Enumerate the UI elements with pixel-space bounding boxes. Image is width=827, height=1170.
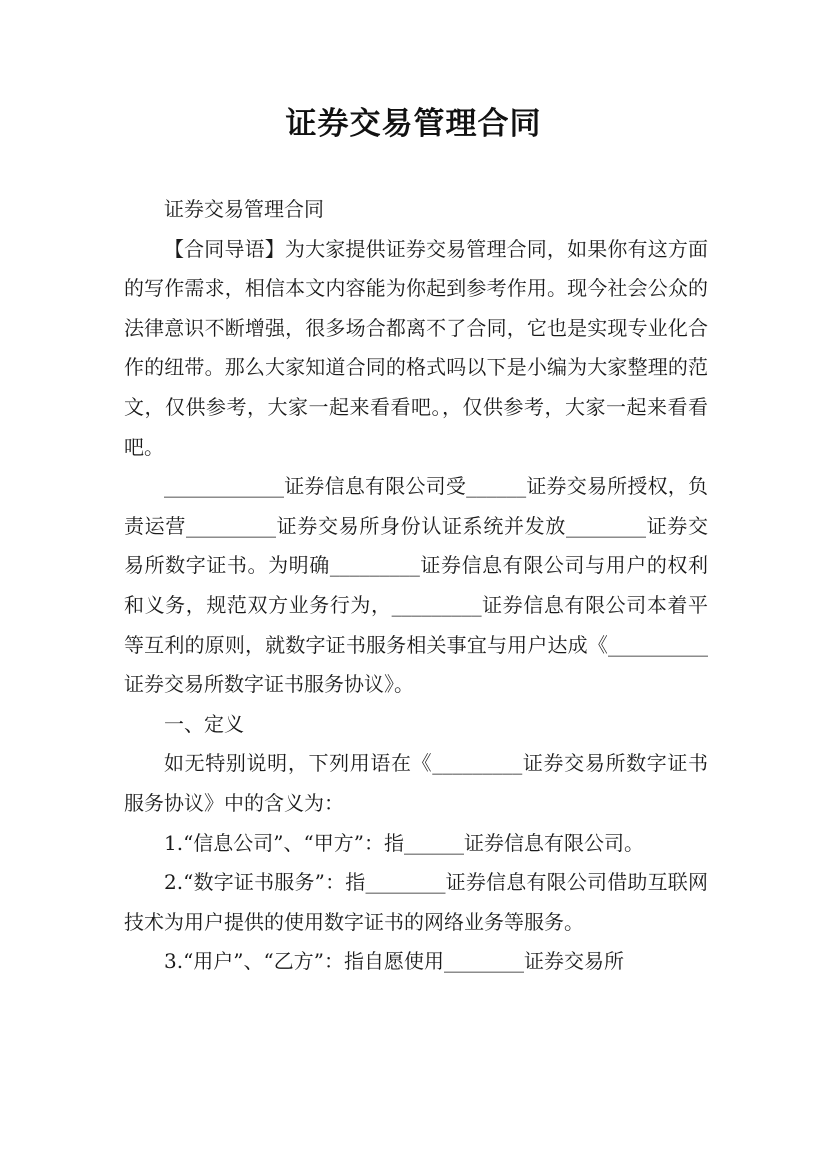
paragraph-preamble: ____________证券信息有限公司受______证券交易所授权，负责运营_________证券交易所身份认证系统并发放________证券交易所数字证书。为明确_________证券信息有限公司与用户的权利和义务，规范双方业务行为，_________证券信息有限公司本着平等互利的原则，就数字证书服务相关事宜与用户达成《__________证券交易所数字证书服务协议》。 — [124, 474, 708, 697]
paragraph-subtitle: 证券交易管理合同 — [164, 197, 324, 221]
section-heading-definitions: 一、定义 — [164, 711, 244, 736]
paragraph-definitions-lead: 如无特别说明，下列用语在《_________证券交易所数字证书服务协议》中的含义为： — [124, 751, 708, 815]
document-title: 证券交易管理合同 — [285, 106, 542, 142]
definition-item-3: 3.“用户”、“乙方”：指自愿使用________证券交易所 — [164, 949, 624, 974]
definition-item-2: 2.“数字证书服务”：指________证券信息有限公司借助互联网技术为用户提供的使用数字证书的网络业务等服务。 — [124, 870, 708, 934]
document-body — [124, 190, 708, 982]
paragraph-intro: 【合同导语】为大家提供证券交易管理合同，如果你有这方面的写作需求，相信本文内容能为你起到参考作用。现今社会公众的法律意识不断增强，很多场合都离不了合同，它也是实现专业化合作的纽带。那么大家知道合同的格式吗以下是小编为大家整理的范文，仅供参考，大家一起来看看吧。，仅供参考，大家一起来看看吧。 — [124, 236, 708, 459]
definition-item-1: 1.“信息公司”、“甲方”：指______证券信息有限公司。 — [164, 830, 644, 855]
